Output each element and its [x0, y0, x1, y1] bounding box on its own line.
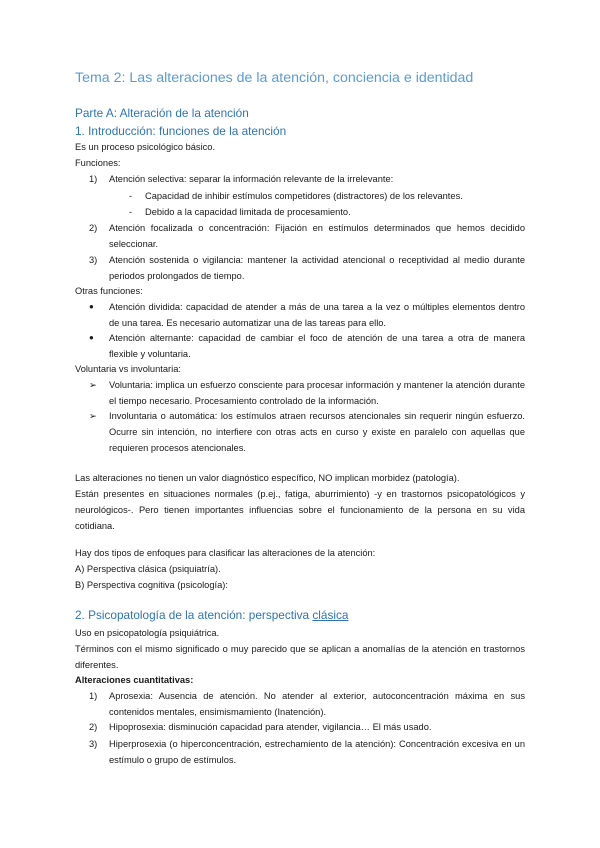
list-item: Aprosexia: Ausencia de atención. No atender al exterior, autoconcentración máxima en sus contenidos mentales, ensimismamiento (Inatención). — [109, 691, 525, 717]
sub-list-marker: - — [129, 207, 133, 217]
sub-list-item: Capacidad de inhibir estímulos competidores (distractores) de los relevantes. — [145, 191, 463, 201]
funciones-label: Funciones: — [75, 158, 121, 168]
arrow-bullet-icon: ➢ — [89, 380, 97, 390]
section-1-heading: 1. Introducción: funciones de la atención — [75, 124, 287, 138]
intro-text: Es un proceso psicológico básico. — [75, 142, 216, 152]
section-2-heading-text: 2. Psicopatología de la atención: perspectiva — [75, 608, 313, 622]
list-marker: 2) — [89, 223, 98, 233]
cuantitativas-label: Alteraciones cuantitativas: — [75, 675, 194, 685]
list-item: Atención selectiva: separar la información relevante de la irrelevante: — [109, 174, 394, 184]
terminos-text: Términos con el mismo significado o muy parecido que se aplican a anomalías de la atención en trastornos diferentes. — [75, 644, 525, 670]
bullet-icon: ● — [89, 333, 94, 342]
paragraph: Están presentes en situaciones normales (p.ej., fatiga, aburrimiento) -y en trastornos psicopatológicos y neurológicos-. Pero tienen importantes influencias sobre el funcionamiento de la persona en su vida cotidiana. — [75, 489, 525, 531]
otras-funciones-label: Otras funciones: — [75, 286, 143, 296]
list-item: Atención alternante: capacidad de cambiar el foco de atención de una tarea a otra de manera flexible y voluntaria. — [109, 333, 525, 359]
paragraph: Las alteraciones no tienen un valor diagnóstico específico, NO implican morbidez (patología). — [75, 473, 460, 483]
enfoque-a: A) Perspectiva clásica (psiquiatría). — [75, 564, 221, 574]
section-2-heading — [75, 608, 525, 622]
list-marker: 2) — [89, 722, 98, 732]
list-item: Involuntaria o automática: los estímulos atraen recursos atencionales sin requerir ningún esfuerzo. Ocurre sin intención, no interfiere con otras acts en curso y existe en paralelo con aquellas que requieren procesos atencionales. — [109, 411, 525, 453]
document-title: Tema 2: Las alteraciones de la atención, conciencia e identidad — [75, 70, 474, 86]
section-2-heading-link[interactable]: clásica — [312, 608, 349, 622]
sub-list-marker: - — [129, 191, 133, 201]
voluntaria-label: Voluntaria vs involuntaria: — [75, 364, 181, 374]
part-a-heading: Parte A: Alteración de la atención — [75, 106, 249, 120]
list-item: Atención sostenida o vigilancia: mantener la actividad atencional o receptividad al medio durante periodos prolongados de tiempo. — [109, 255, 525, 281]
list-item: Atención focalizada o concentración: Fijación en estímulos determinados que hemos decidido seleccionar. — [109, 223, 525, 249]
enfoque-b: B) Perspectiva cognitiva (psicología): — [75, 580, 228, 590]
list-item: Atención dividida: capacidad de atender a más de una tarea a la vez o múltiples elementos dentro de una tarea. Es necesario automatizar una de las tareas para ello. — [109, 302, 525, 328]
sub-list-item: Debido a la capacidad limitada de procesamiento. — [145, 207, 351, 217]
uso-text: Uso en psicopatología psiquiátrica. — [75, 628, 220, 638]
list-marker: 3) — [89, 739, 98, 749]
list-item: Hipoprosexia: disminución capacidad para atender, vigilancia… El más usado. — [109, 722, 432, 732]
list-item: Hiperprosexia (o hiperconcentración, estrechamiento de la atención): Concentración excesiva en un estímulo o grupo de estímulos. — [109, 739, 525, 765]
paragraph: Hay dos tipos de enfoques para clasificar las alteraciones de la atención: — [75, 548, 376, 558]
list-marker: 3) — [89, 255, 98, 265]
list-marker: 1) — [89, 174, 98, 184]
list-marker: 1) — [89, 691, 98, 701]
arrow-bullet-icon: ➢ — [89, 411, 97, 421]
bullet-icon: ● — [89, 302, 94, 311]
list-item: Voluntaria: implica un esfuerzo consciente para procesar información y mantener la atención durante el tiempo necesario. Procesamiento controlado de la información. — [109, 380, 525, 406]
